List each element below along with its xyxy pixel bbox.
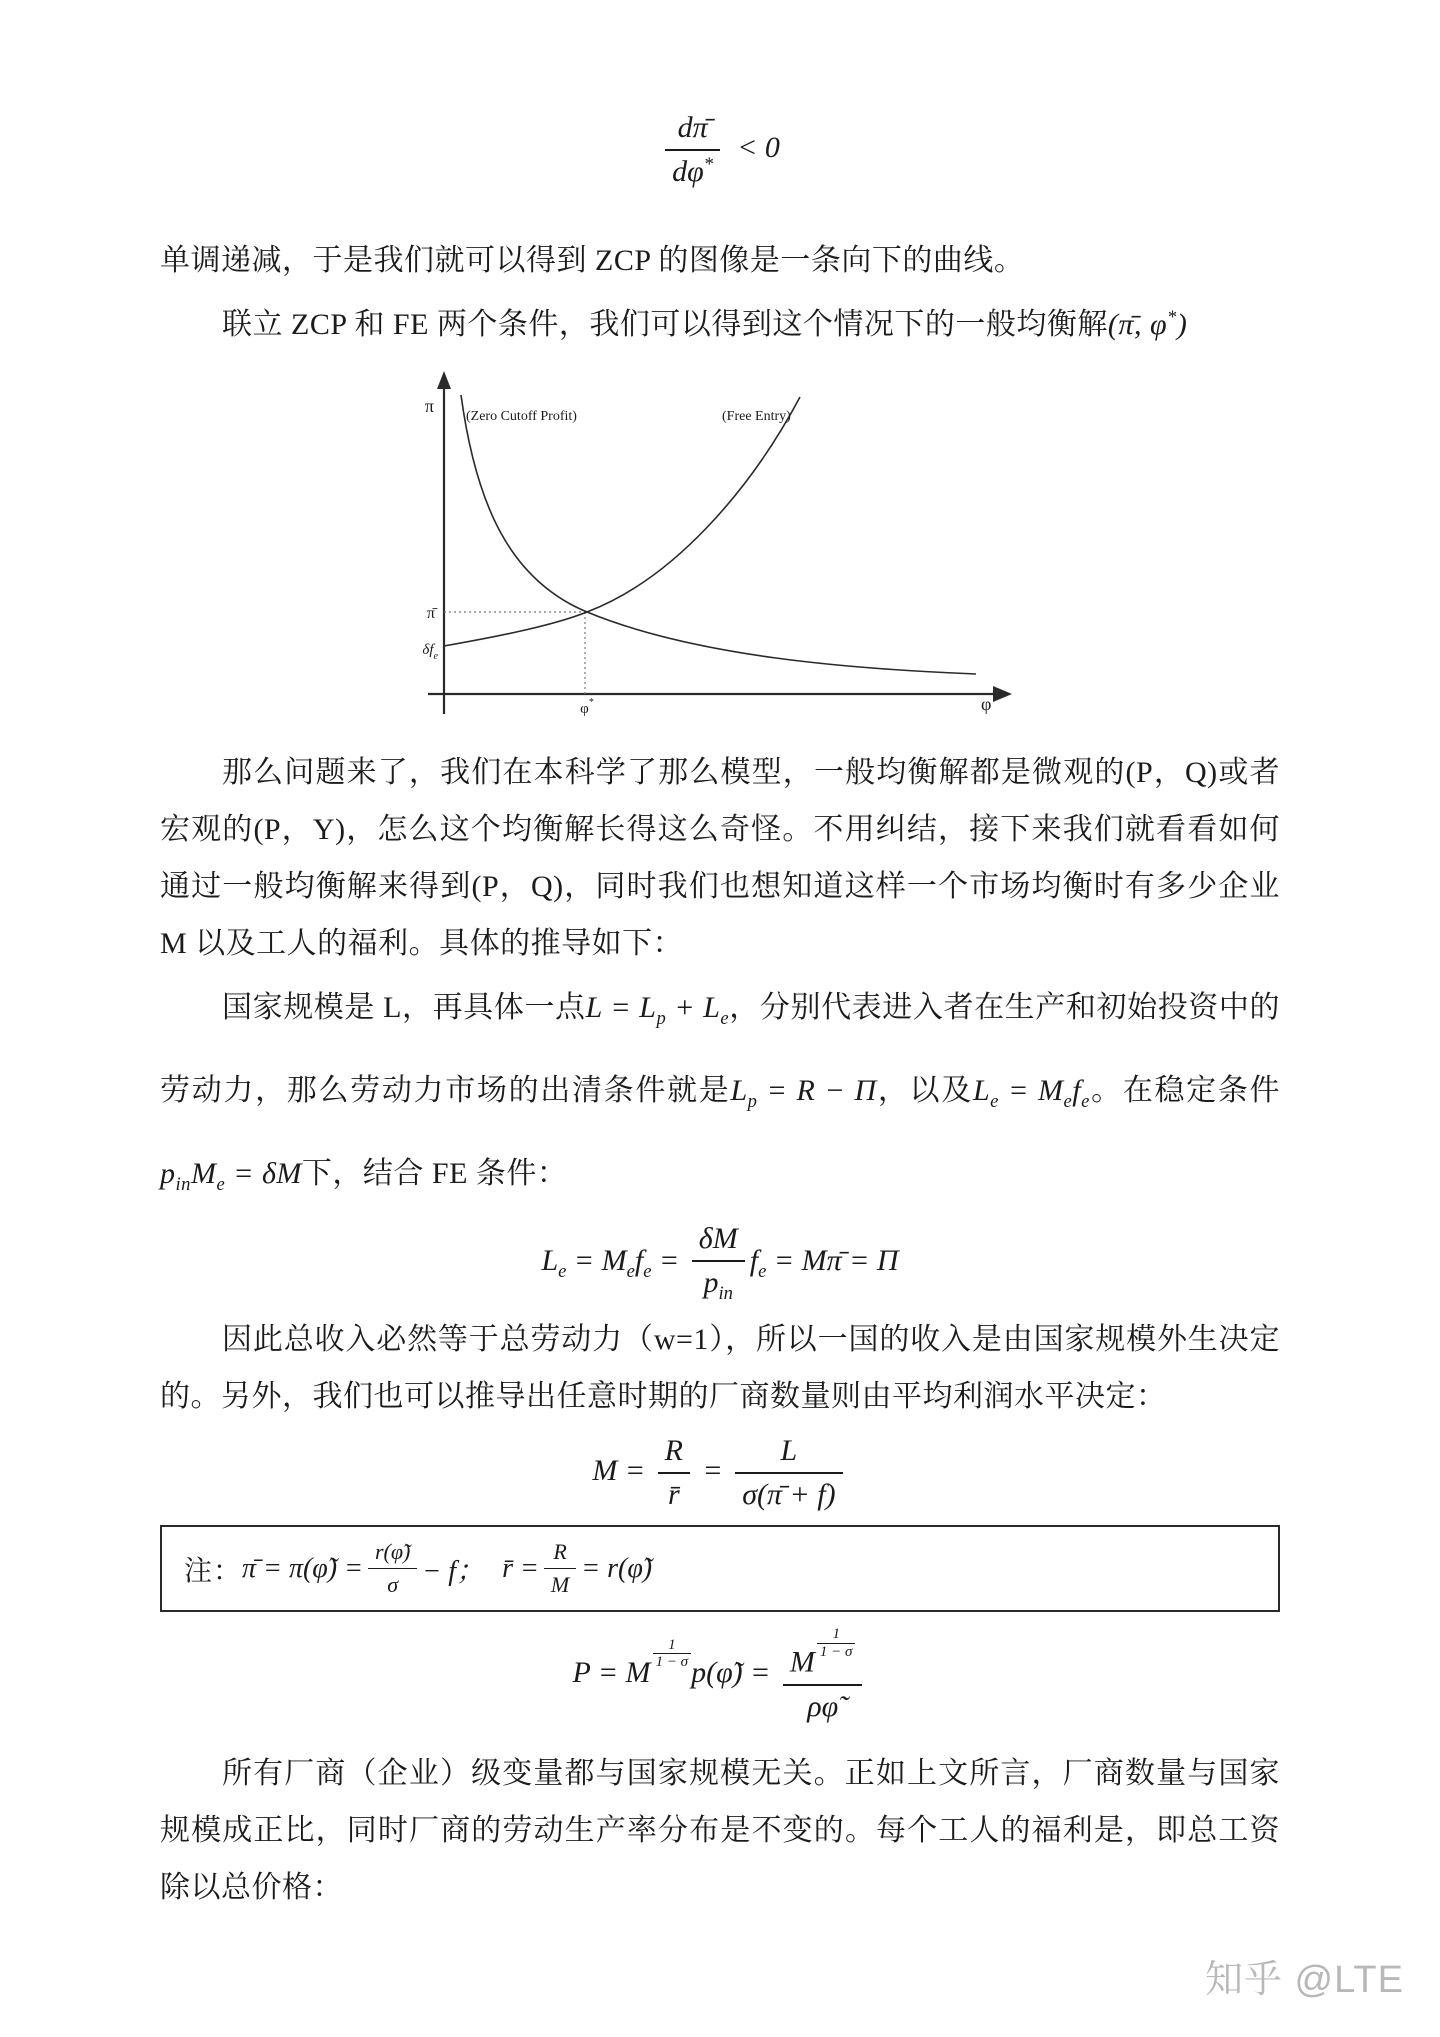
subscript-p: p	[656, 1008, 667, 1029]
math-fragment: = δM	[225, 1157, 302, 1190]
zcp-curve	[461, 395, 976, 674]
paragraph-5: 因此总收入必然等于总劳动力（w=1），所以一国的收入是由国家规模外生决定的。另外，我们也可以推导出任意时期的厂商数量则由平均利润水平决定：	[160, 1323, 1280, 1414]
fraction-denominator	[665, 151, 720, 190]
fraction-denominator: ρφ̃	[807, 1689, 839, 1723]
fraction-L-sigma	[735, 1433, 842, 1513]
pi-bar-tick-label: π̄	[426, 605, 435, 622]
paragraph-6: 所有厂商（企业）级变量都与国家规模无关。正如上文所言，厂商数量与国家规模成正比，同时厂商的劳动生产率分布是不变的。每个工人的福利是，即总工资除以总价格：	[160, 1756, 1280, 1904]
formula-Le-display	[160, 1221, 1280, 1305]
subscript-e: e	[643, 1261, 652, 1283]
paragraph-3: 那么问题来了，我们在本科学了那么模型，一般均衡解都是微观的(P，Q)或者宏观的(P，Y)，怎么这个均衡解长得这么奇怪。不用纠结，接下来我们就看看如何通过一般均衡解来得到(P，Q)，同时我们也想知道这样一个市场均衡时有多少企业 M 以及工人的福利。具体的推导如下：	[160, 756, 1280, 960]
fraction-numerator: R	[544, 1539, 576, 1569]
paragraph-2	[160, 289, 1280, 353]
math-steady-state	[160, 1157, 302, 1195]
math-L-decomposition	[585, 991, 730, 1029]
math-fragment: =	[651, 1244, 687, 1278]
text-run: ，分别代表进入者在生产和初始投资中的劳动力，那么劳动力市场的出清条件就是	[160, 991, 1281, 1107]
fraction-denominator: 1 − σ	[819, 1643, 853, 1660]
math-equilibrium-pair	[1108, 308, 1187, 341]
math-fragment: P = M	[572, 1656, 651, 1690]
math-fragment: − f；	[422, 1555, 485, 1587]
math-fragment: M	[789, 1645, 815, 1679]
text-run: 联立 ZCP 和 FE 两个条件，我们可以得到这个情况下的一般均衡解	[222, 308, 1108, 341]
fraction-numerator: 1	[653, 1637, 692, 1655]
subscript-e: e	[1063, 1091, 1073, 1112]
formula-P-display	[160, 1626, 1280, 1725]
fraction-denominator: σ(π̄ + f)	[742, 1478, 836, 1512]
math-fragment: M	[190, 1157, 217, 1190]
fraction-dM-pin	[692, 1221, 745, 1305]
fe-curve-label: (Free Entry)	[722, 409, 791, 424]
fraction-numerator: dπ̄	[665, 110, 720, 151]
subscript-in: in	[175, 1174, 191, 1195]
exponent-fraction	[653, 1637, 692, 1671]
subscript-e: e	[626, 1261, 635, 1283]
superscript-star: *	[588, 697, 594, 708]
x-axis-arrow-icon	[993, 686, 1012, 702]
math-fragment: = M	[566, 1244, 627, 1278]
subscript-e: e	[1081, 1091, 1090, 1112]
math-fragment: p	[160, 1157, 176, 1190]
paragraph-1: 单调递减，于是我们就可以得到 ZCP 的图像是一条向下的曲线。	[160, 244, 1025, 277]
fraction-denominator: σ	[387, 1572, 399, 1598]
subscript-e: e	[720, 1008, 730, 1029]
fraction-numerator: 1	[817, 1626, 856, 1644]
fraction-numerator: r(φ̃)	[368, 1539, 417, 1569]
math-fragment: f	[1072, 1074, 1082, 1107]
subscript-in: in	[718, 1283, 733, 1304]
text-run: 国家规模是 L，再具体一点	[222, 991, 586, 1024]
fraction-numerator: δM	[692, 1221, 745, 1262]
math-fragment: )	[1176, 308, 1188, 341]
y-axis-label: π	[424, 396, 434, 416]
math-fragment: f	[749, 1244, 759, 1278]
subscript-e: e	[990, 1091, 999, 1112]
fe-curve	[444, 397, 800, 646]
text-run: ，以及	[876, 1074, 973, 1107]
math-fragment: = Mπ̄ = Π	[766, 1244, 899, 1278]
subscript-p: p	[747, 1091, 758, 1112]
fraction-denominator: M	[550, 1572, 570, 1598]
math-fragment: + L	[666, 991, 721, 1024]
equilibrium-figure	[404, 367, 1280, 722]
math-fragment: π̄ = π(φ̃) =	[242, 1552, 363, 1584]
phi-star-tick-label	[580, 697, 594, 717]
subscript-e: e	[558, 1261, 567, 1283]
paragraph-4	[160, 972, 1280, 1221]
math-fragment: φ	[580, 701, 589, 717]
subscript-e: e	[433, 651, 438, 662]
math-fragment: = r(φ̃)	[581, 1552, 653, 1584]
math-fragment: p(φ̃) =	[691, 1656, 778, 1690]
fraction-numerator: R	[658, 1433, 690, 1474]
math-fragment: L	[541, 1244, 559, 1278]
fraction-denominator	[692, 1262, 745, 1305]
math-fragment: dφ	[672, 155, 704, 188]
math-fragment: p	[703, 1266, 719, 1299]
math-fragment: = M	[998, 1074, 1064, 1107]
fraction-R-M	[544, 1539, 576, 1598]
subscript-e: e	[216, 1174, 226, 1195]
zhihu-watermark: 知乎 @LTE	[1204, 1959, 1404, 2001]
math-fragment: = R − Π	[757, 1074, 877, 1107]
delta-fe-tick-label	[422, 642, 438, 662]
math-fragment: L	[972, 1074, 991, 1107]
math-Le-Mefe	[972, 1074, 1090, 1112]
formula-zcp-slope	[160, 110, 1280, 190]
zcp-curve-label: (Zero Cutoff Profit)	[466, 409, 577, 424]
math-fragment: r̄ =	[502, 1552, 539, 1584]
y-axis-arrow-icon	[437, 371, 451, 389]
superscript-star: *	[1167, 307, 1177, 328]
fraction-r-sigma	[368, 1539, 417, 1598]
math-fragment: L = L	[585, 991, 657, 1024]
math-fragment: L	[730, 1074, 748, 1107]
fraction-numerator	[783, 1626, 863, 1686]
note-label: 注：	[184, 1555, 243, 1587]
subscript-e: e	[758, 1261, 767, 1283]
math-fragment: δf	[422, 642, 434, 658]
x-axis-label: φ	[981, 694, 992, 714]
exponent-fraction	[817, 1626, 856, 1660]
note-box	[160, 1525, 1280, 1612]
fraction-numerator: L	[735, 1433, 842, 1474]
math-fragment: M =	[592, 1454, 653, 1488]
superscript-star: *	[703, 154, 714, 175]
math-labor-clearing	[730, 1074, 877, 1112]
formula-M-display	[160, 1433, 1280, 1513]
fraction-denominator: 1 − σ	[655, 1654, 689, 1671]
document-content	[0, 110, 1440, 1916]
math-fragment: =	[694, 1454, 731, 1488]
text-run: 。在稳定条件	[1089, 1074, 1281, 1107]
text-run: 下，结合 FE 条件：	[301, 1157, 568, 1190]
inequality: < 0	[737, 130, 780, 164]
fraction-denominator: r̄	[667, 1478, 680, 1512]
equilibrium-graph	[404, 367, 1024, 717]
fraction-R-rbar	[658, 1433, 690, 1513]
math-fragment: (π̄, φ	[1107, 308, 1168, 341]
fraction-dpi-dphi	[665, 110, 720, 190]
fraction-M-rhophi	[783, 1626, 863, 1725]
math-fragment: f	[634, 1244, 644, 1278]
